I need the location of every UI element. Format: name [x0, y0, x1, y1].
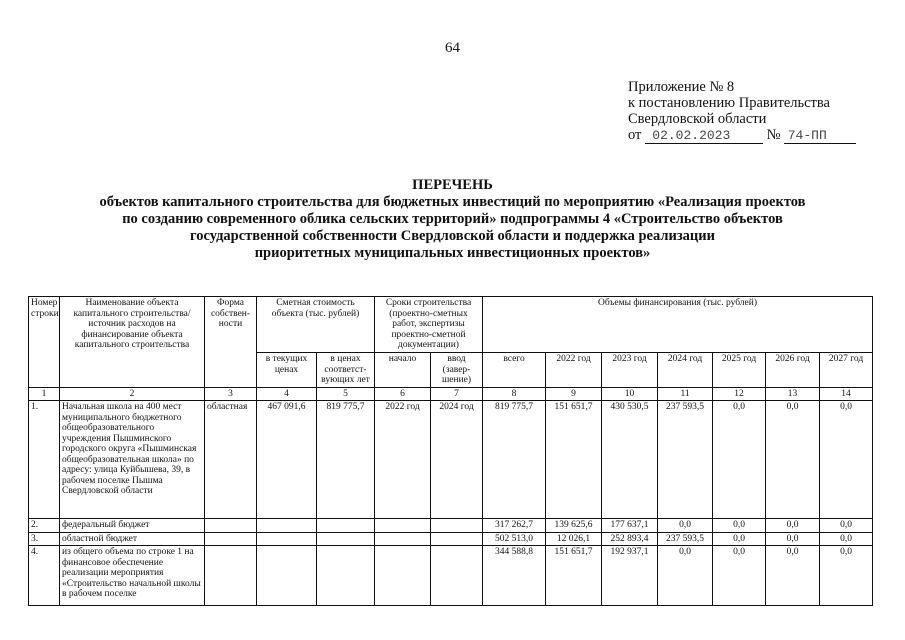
- table-row: [29, 532, 873, 546]
- row-end: [431, 519, 483, 533]
- column-number: 8: [483, 387, 546, 401]
- number-prefix: №: [766, 127, 781, 143]
- row-2026: 0,0: [766, 401, 820, 519]
- table-row: [29, 546, 873, 606]
- column-number: 9: [546, 387, 602, 401]
- title-line-3: государственной собственности Свердловской области и поддержка реализации: [190, 228, 715, 244]
- row-ownership: [205, 546, 257, 606]
- header-row-number: Номер строки: [29, 297, 60, 388]
- row-2025: 0,0: [713, 401, 766, 519]
- row-name: Начальная школа на 400 мест муниципального бюджетного общеобразовательного учреждения Пышминского городского округа «Пышминская общеобразовательная школа» по адресу: улица Куйбышева, 39, в рабочем поселке Пышма Свердловской области: [60, 401, 205, 519]
- column-number: 6: [375, 387, 431, 401]
- row-end: [431, 532, 483, 546]
- date-prefix: от: [628, 127, 642, 143]
- row-total: 344 588,8: [483, 546, 546, 606]
- header-terms-end: ввод (завер-шение): [431, 353, 483, 388]
- row-cost-adjusted: 819 775,7: [317, 401, 375, 519]
- row-total: 317 262,7: [483, 519, 546, 533]
- row-name: федеральный бюджет: [60, 519, 205, 533]
- investment-table: [28, 296, 873, 606]
- header-cost-adjusted: в ценах соответст-вующих лет: [317, 353, 375, 388]
- column-number: 5: [317, 387, 375, 401]
- page-number: 64: [445, 40, 460, 56]
- column-number: 1: [29, 387, 60, 401]
- row-2027: 0,0: [820, 519, 873, 533]
- table-row: [29, 519, 873, 533]
- header-total: всего: [483, 353, 546, 388]
- header-2025: 2025 год: [713, 353, 766, 388]
- title-line-1: объектов капитального строительства для бюджетных инвестиций по мероприятию «Реализация проектов: [99, 194, 806, 210]
- column-number: 14: [820, 387, 873, 401]
- row-2024: 0,0: [658, 546, 713, 606]
- appendix-line-3: Свердловской области: [628, 111, 767, 127]
- column-number: 13: [766, 387, 820, 401]
- row-cost-adjusted: [317, 546, 375, 606]
- row-name: областной бюджет: [60, 532, 205, 546]
- row-2025: 0,0: [713, 546, 766, 606]
- document-title: [0, 177, 905, 262]
- row-number: 4.: [29, 546, 60, 606]
- row-2022: 151 651,7: [546, 546, 602, 606]
- appendix-line-2: к постановлению Правительства: [628, 95, 830, 111]
- decree-number: 74-ПП: [787, 128, 827, 143]
- row-2024: 237 593,5: [658, 532, 713, 546]
- row-total: 502 513,0: [483, 532, 546, 546]
- row-cost-current: [257, 546, 317, 606]
- column-number: 3: [205, 387, 257, 401]
- header-2027: 2027 год: [820, 353, 873, 388]
- header-row-1: [29, 297, 873, 353]
- row-2024: 0,0: [658, 519, 713, 533]
- row-total: 819 775,7: [483, 401, 546, 519]
- row-cost-current: [257, 519, 317, 533]
- row-start: [375, 519, 431, 533]
- appendix-date-line: [628, 127, 856, 144]
- row-start: [375, 546, 431, 606]
- row-2026: 0,0: [766, 519, 820, 533]
- title-heading: ПЕРЕЧЕНЬ: [412, 177, 493, 193]
- row-start: 2022 год: [375, 401, 431, 519]
- row-2023: 430 530,5: [602, 401, 658, 519]
- header-funding: Объемы финансирования (тыс. рублей): [483, 297, 873, 353]
- row-2022: 151 651,7: [546, 401, 602, 519]
- header-2023: 2023 год: [602, 353, 658, 388]
- row-number: 2.: [29, 519, 60, 533]
- header-2026: 2026 год: [766, 353, 820, 388]
- row-2026: 0,0: [766, 532, 820, 546]
- row-2027: 0,0: [820, 546, 873, 606]
- header-cost-current: в текущих ценах: [257, 353, 317, 388]
- row-end: [431, 546, 483, 606]
- header-2022: 2022 год: [546, 353, 602, 388]
- row-ownership: [205, 532, 257, 546]
- row-2023: 177 637,1: [602, 519, 658, 533]
- row-2026: 0,0: [766, 546, 820, 606]
- row-ownership: областная: [205, 401, 257, 519]
- row-2027: 0,0: [820, 401, 873, 519]
- date-field: [645, 128, 763, 144]
- row-2023: 192 937,1: [602, 546, 658, 606]
- row-2023: 252 893,4: [602, 532, 658, 546]
- header-object-name: Наименование объекта капитального строительства/ источник расходов на финансирование объекта капитального строительства: [60, 297, 205, 388]
- row-2027: 0,0: [820, 532, 873, 546]
- column-number: 7: [431, 387, 483, 401]
- row-2025: 0,0: [713, 519, 766, 533]
- header-terms-start: начало: [375, 353, 431, 388]
- header-ownership: Форма собствен-ности: [205, 297, 257, 388]
- row-end: 2024 год: [431, 401, 483, 519]
- title-line-4: приоритетных муниципальных инвестиционных проектов»: [254, 245, 651, 261]
- row-cost-adjusted: [317, 532, 375, 546]
- row-2025: 0,0: [713, 532, 766, 546]
- column-number: 10: [602, 387, 658, 401]
- header-terms: Сроки строительства (проектно-сметных работ, экспертизы проектно-сметной документации): [375, 297, 483, 353]
- row-cost-current: [257, 532, 317, 546]
- row-start: [375, 532, 431, 546]
- column-number: 12: [713, 387, 766, 401]
- number-field: [784, 128, 856, 144]
- row-ownership: [205, 519, 257, 533]
- header-2024: 2024 год: [658, 353, 713, 388]
- table-row: [29, 401, 873, 519]
- title-line-2: по созданию современного облика сельских территорий» подпрограммы 4 «Строительство объектов: [122, 211, 783, 227]
- row-number: 1.: [29, 401, 60, 519]
- row-2022: 139 625,6: [546, 519, 602, 533]
- appendix-title: Приложение № 8: [628, 79, 735, 95]
- row-2024: 237 593,5: [658, 401, 713, 519]
- row-cost-adjusted: [317, 519, 375, 533]
- row-cost-current: 467 091,6: [257, 401, 317, 519]
- row-number: 3.: [29, 532, 60, 546]
- column-number: 4: [257, 387, 317, 401]
- column-number-row: [29, 387, 873, 401]
- column-number: 11: [658, 387, 713, 401]
- column-number: 2: [60, 387, 205, 401]
- row-2022: 12 026,1: [546, 532, 602, 546]
- decree-date: 02.02.2023: [652, 128, 731, 143]
- row-name: из общего объема по строке 1 на финансовое обеспечение реализации мероприятия «Строительство начальной школы в рабочем поселке: [60, 546, 205, 606]
- appendix-block: [628, 79, 856, 144]
- header-cost: Сметная стоимость объекта (тыс. рублей): [257, 297, 375, 353]
